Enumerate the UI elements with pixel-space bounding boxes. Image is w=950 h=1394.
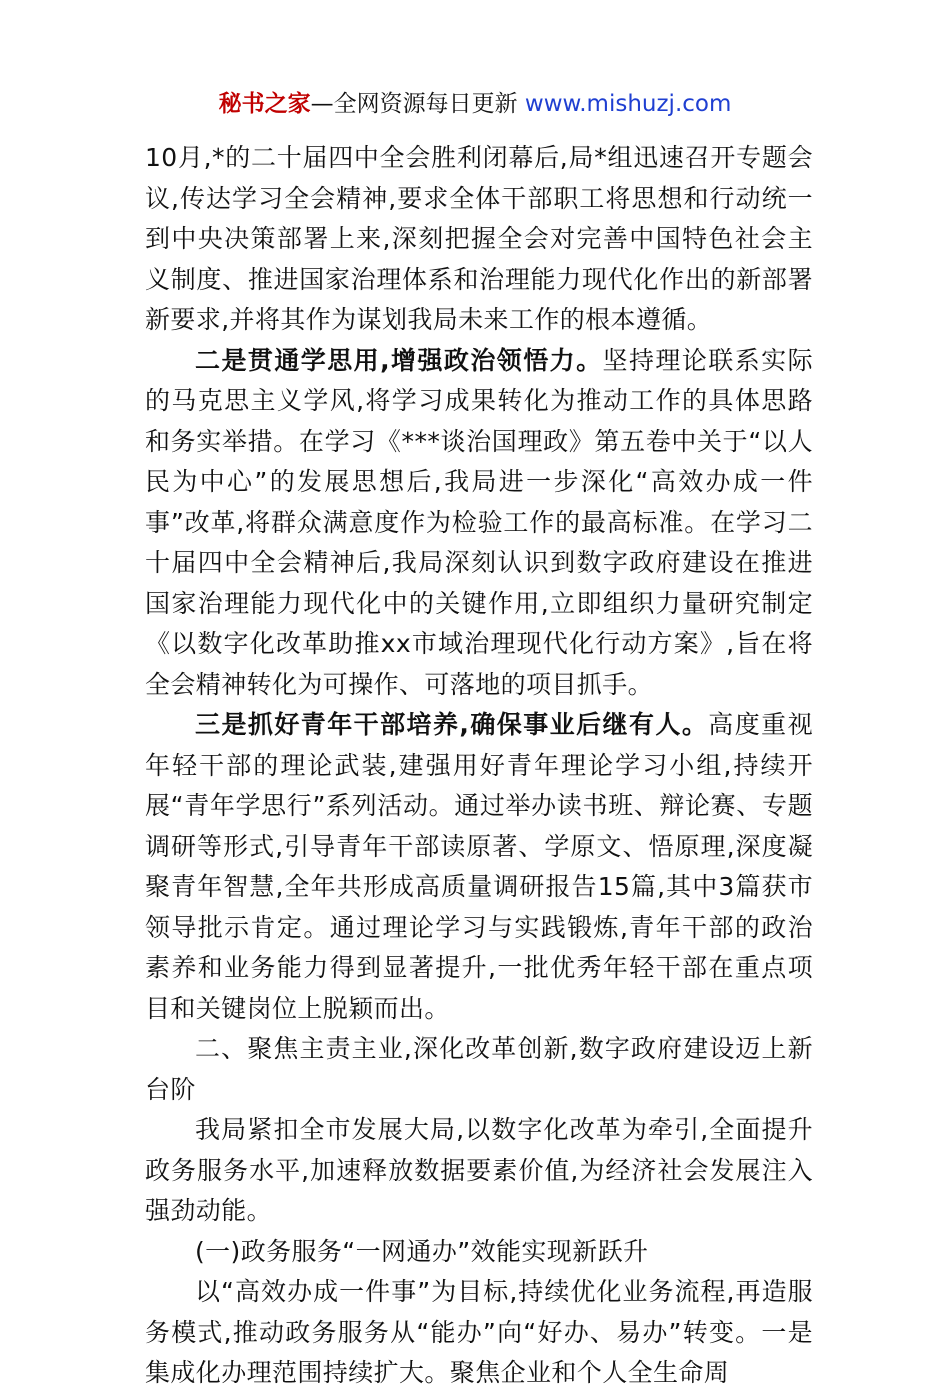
paragraph	[145, 705, 813, 1029]
paragraph-text: 坚持理论联系实际的马克思主义学风,将学习成果转化为推动工作的具体思路和务实举措。在学习《***谈治国理政》第五卷中关于“以人民为中心”的发展思想后,我局进一步深化“高效办成一件事”改革,将群众满意度作为检验工作的最高标准。在学习二十届四中全会精神后,我局深刻认识到数字政府建设在推进国家治理能力现代化中的关键作用,立即组织力量研究制定《以数字化改革助推xx市域治理现代化行动方案》,旨在将全会精神转化为可操作、可落地的项目抓手。	[145, 345, 814, 699]
paragraph	[145, 1110, 813, 1232]
subsection-heading-text: (一)政务服务“一网通办”效能实现新跃升	[195, 1236, 649, 1266]
site-url-link[interactable]: www.mishuzj.com	[524, 91, 732, 117]
subsection-heading	[145, 1232, 813, 1273]
site-header	[0, 88, 950, 120]
document-body	[145, 138, 813, 1394]
section-heading	[145, 1029, 813, 1110]
site-slogan: —全网资源每日更新	[310, 91, 525, 117]
paragraph-lead: 二是贯通学思用,增强政治领悟力。	[195, 345, 603, 375]
paragraph	[145, 138, 813, 341]
paragraph-lead: 三是抓好青年干部培养,确保事业后继有人。	[195, 710, 709, 739]
section-heading-text: 二、聚焦主责主业,深化改革创新,数字政府建设迈上新台阶	[145, 1034, 813, 1104]
paragraph-text: 高度重视年轻干部的理论武装,建强用好青年理论学习小组,持续开展“青年学思行”系列活动。通过举办读书班、辩论赛、专题调研等形式,引导青年干部读原著、学原文、悟原理,深度凝聚青年智慧,全年共形成高质量调研报告15篇,其中3篇获市领导批示肯定。通过理论学习与实践锻炼,青年干部的政治素养和业务能力得到显著提升,一批优秀年轻干部在重点项目和关键岗位上脱颖而出。	[145, 710, 813, 1023]
paragraph	[145, 1272, 813, 1394]
paragraph	[145, 341, 813, 706]
paragraph-text: 10月,*的二十届四中全会胜利闭幕后,局*组迅速召开专题会议,传达学习全会精神,要求全体干部职工将思想和行动统一到中央决策部署上来,深刻把握全会对完善中国特色社会主义制度、推进国家治理体系和治理能力现代化作出的新部署新要求,并将其作为谋划我局未来工作的根本遵循。	[145, 143, 813, 334]
site-brand: 秘书之家	[218, 91, 311, 117]
paragraph-text: 以“高效办成一件事”为目标,持续优化业务流程,再造服务模式,推动政务服务从“能办”向“好办、易办”转变。一是集成化办理范围持续扩大。聚焦企业和个人全生命周	[145, 1277, 813, 1387]
paragraph-text: 我局紧扣全市发展大局,以数字化改革为牵引,全面提升政务服务水平,加速释放数据要素价值,为经济社会发展注入强劲动能。	[145, 1115, 813, 1225]
